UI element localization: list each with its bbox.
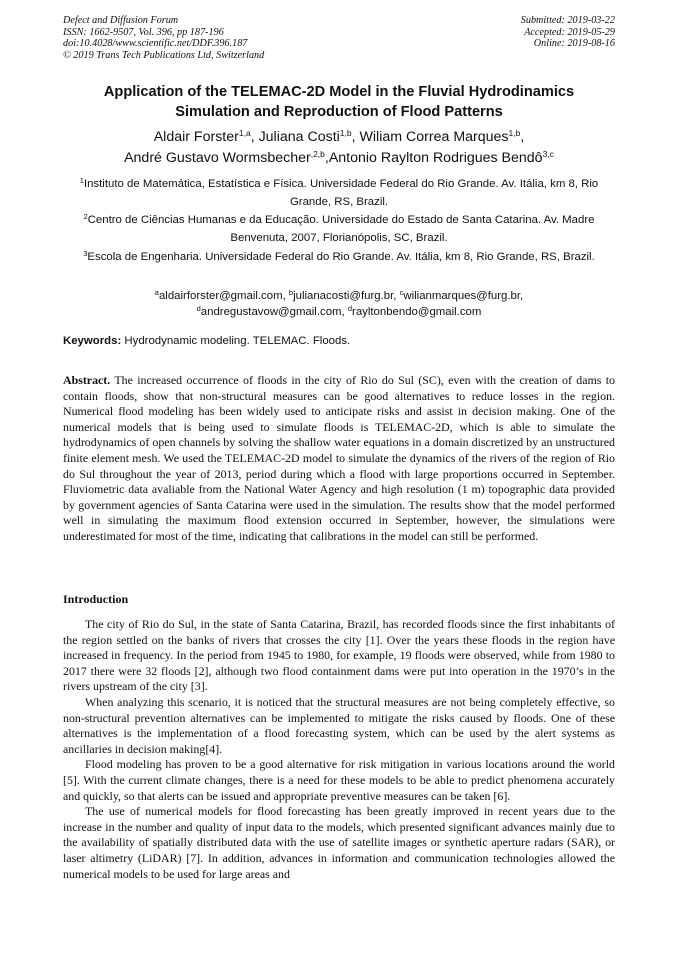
email-line-1 — [63, 289, 615, 305]
affiliation-sup: 3 — [83, 249, 88, 258]
paragraph: Flood modeling has proven to be a good alternative for risk mitigation in various locations around the world [5]. With the current climate changes, there is a need for these models to be able to predict phenomena accurately and quickly, so that alerts can be issued and appropriate preventive measures can be taken [6]. — [63, 757, 615, 803]
journal-name: Defect and Diffusion Forum — [63, 15, 179, 26]
author-affil-sup: 1,b — [339, 128, 352, 138]
email-sup: d — [347, 303, 353, 313]
affiliation-3 — [63, 249, 615, 267]
abstract — [63, 373, 615, 545]
author-separator: , — [520, 129, 525, 145]
email-sup: b — [288, 288, 294, 297]
author-line-1 — [63, 127, 615, 148]
author-name: André Gustavo Wormsbecher — [124, 150, 311, 166]
dates-header — [521, 15, 615, 50]
journal-header — [63, 15, 264, 61]
email-line-2 — [63, 305, 615, 321]
affiliation-sup: 1 — [79, 176, 84, 185]
keywords-line — [63, 334, 615, 349]
title-line-1: Application of the TELEMAC-2D Model in the Fluvial Hydrodinamics — [103, 84, 575, 100]
abstract-label: Abstract. — [63, 373, 111, 387]
abstract-text: The increased occurrence of floods in the city of Rio do Sul (SC), even with the creation of dams to contain floods, show that non-structural measures can be good alternatives to reduce losses in the region. Numerical flood modeling has been widely used to anticipate risks and assist in decision making. One of the numerical models that is being used to simulate floods is TELEMAC-2D, which is able to simulate the hydrodynamics of open channels by solving the shallow water equations in a domain discretized by an unstructured finite element mesh. We used the TELEMAC-2D model to simulate the dynamics of the rivers of the region of Rio do Sul throughout the year of 2013, period during which a flood with large proportions occurred in September. Fluviometric data avaliable from the National Water Agency and high resolution (1 m) topographic data provided by government agencies of Santa Catarina were used in the simulation. The results show that the model performed well in simulating the maximum flood extension occurred in September, however, the simulations were underestimated for most of the time, indicating that calibrations in the model can still be performed. — [63, 373, 615, 543]
title-line-2: Simulation and Reproduction of Flood Patterns — [175, 104, 503, 120]
doi-line: doi:10.4028/www.scientific.net/DDF.396.187 — [63, 38, 248, 50]
affiliation-1 — [63, 176, 615, 211]
author-affil-sup: ,2,b — [310, 149, 325, 159]
author-affil-sup: 1,b — [508, 128, 521, 138]
affiliation-sup: 2 — [83, 212, 88, 221]
email-address: julianacosti@furg.br, — [293, 290, 400, 302]
author-list — [63, 127, 615, 169]
author-name: Aldair Forster — [153, 129, 239, 145]
affiliation-text: Instituto de Matemática, Estatística e Física. Universidade Federal do Rio Grande. Av. Itália, km 8, Rio Grande, RS, Brazil. — [83, 178, 599, 208]
online-date: Online: 2019-08-16 — [533, 38, 615, 50]
email-address: wilianmarques@furg.br, — [403, 290, 524, 302]
author-name: ,Antonio Raylton Rodrigues Bendô — [324, 150, 543, 166]
author-affil-sup: 3,c — [542, 149, 554, 159]
accepted-date: Accepted: 2019-05-29 — [524, 26, 615, 38]
email-sup: d — [196, 303, 201, 313]
email-address: andregustavow@gmail.com, — [200, 305, 348, 318]
submitted-date: Submitted: 2019-03-22 — [520, 15, 615, 26]
keywords-label: Keywords: — [63, 335, 122, 347]
author-line-2 — [63, 148, 615, 169]
introduction-body — [63, 617, 615, 882]
email-list — [63, 289, 615, 320]
email-sup: a — [154, 288, 159, 297]
paragraph: The use of numerical models for flood forecasting has been greatly improved in recent years due to the increase in the number and quality of input data to the models, which presented significant advances mainly due to the availability of spatially distributed data with the use of satellite images or synthetic aperture radars (SAR), or laser altimetry (LiDAR) [7]. In addition, advances in information and communication technologies allowed the numerical models to be used for large areas and — [63, 804, 615, 881]
affiliation-text: Centro de Ciências Humanas e da Educação. Universidade do Estado de Santa Catarina. Av. Madre Benvenuta, 2007, Florianópolis, SC, Brazil. — [87, 214, 595, 244]
paragraph: When analyzing this scenario, it is noticed that the structural measures are not being completely effective, so non-structural prevention alternatives can be implemented to mitigate the risks caused by floods. One of these alternatives is the implementation of a flood forecasting system, which can be used by the alert systems as ancillaries in decision making[4]. — [63, 694, 615, 756]
section-heading-introduction: Introduction — [63, 592, 129, 606]
affiliation-text: Escola de Engenharia. Universidade Federal do Rio Grande. Av. Itália, km 8, Rio Grande, RS, Brazil. — [87, 251, 595, 263]
author-name: , Wiliam Correa Marques — [351, 129, 509, 145]
email-address: aldairforster@gmail.com, — [158, 290, 289, 302]
paper-title — [63, 82, 615, 122]
author-name: , Juliana Costi — [250, 129, 340, 145]
issn-line: ISSN: 1662-9507, Vol. 396, pp 187-196 — [63, 26, 224, 38]
affiliation-2 — [63, 212, 615, 247]
author-affil-sup: 1,a — [238, 128, 251, 138]
keywords-text: Hydrodynamic modeling. TELEMAC. Floods. — [121, 335, 351, 347]
copyright-line: © 2019 Trans Tech Publications Ltd, Switzerland — [63, 49, 265, 61]
email-sup: c — [399, 288, 404, 297]
paragraph: The city of Rio do Sul, in the state of Santa Catarina, Brazil, has recorded floods since the first inhabitants of the region settled on the banks of rivers that crosses the city [1]. Over the years these floods in the region have increased in frequency. In the period from 1945 to 1980, for example, 19 floods were observed, while from 1980 to 2017 there were 32 floods [2], although two flood containment dams were put into operation in the 1970’s in the rivers upstream of the city [3]. — [63, 617, 615, 694]
email-address: rayltonbendo@gmail.com — [352, 305, 482, 318]
